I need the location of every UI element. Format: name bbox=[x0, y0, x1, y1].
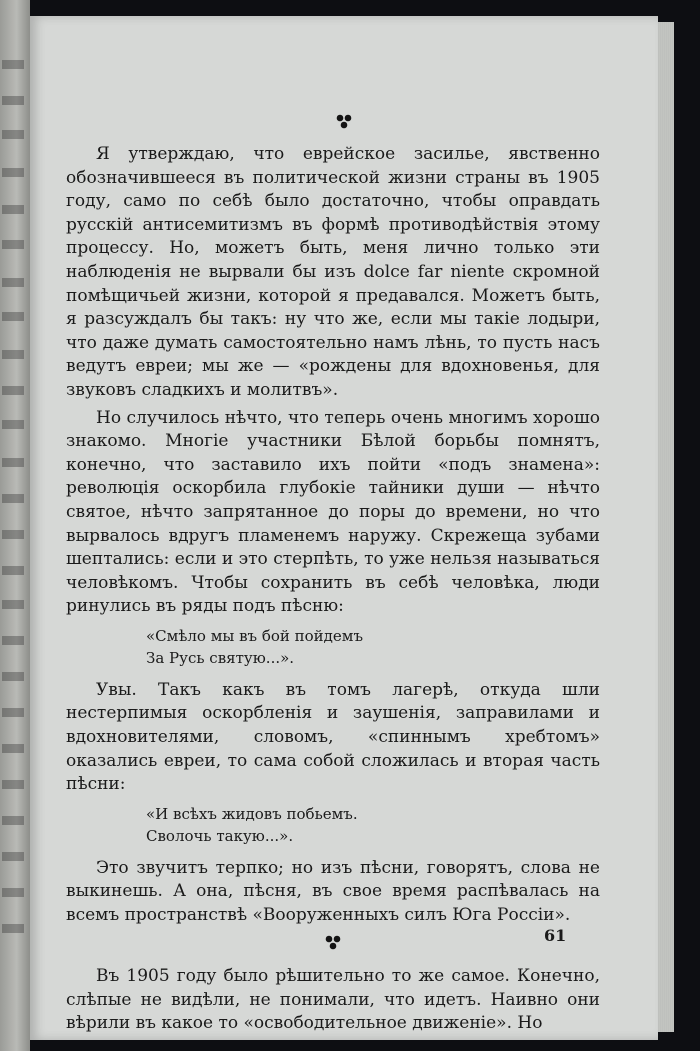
verse-block bbox=[146, 803, 600, 847]
paragraph: Въ 1905 году было рѣшительно то же самое. Конечно, слѣпые не видѣли, не понимали, что идетъ. Наивно они вѣрили въ какое то «освободительное движеніе». Но bbox=[66, 966, 600, 1034]
page-number: 61 bbox=[544, 926, 567, 945]
verse-line: «И всѣхъ жидовъ побьемъ. bbox=[146, 804, 358, 823]
verse-line: За Русь святую...». bbox=[146, 648, 295, 667]
trefoil-ornament-icon bbox=[334, 113, 354, 131]
verse-line: Сволочь такую...». bbox=[146, 826, 294, 845]
page-stack-edge bbox=[658, 22, 674, 1032]
section-ornament-middle bbox=[66, 934, 600, 960]
paragraph: Но случилось нѣчто, что теперь очень многимъ хорошо знакомо. Многіе участники Бѣлой борьбы помнятъ, конечно, что заставило ихъ пойти «подъ знамена»: революція оскорбила глубокіе тайники души — нѣчто святое, нѣчто запрятанное до поры до времени, но что вырвалось вдругъ пламенемъ наружу. Скрежеща зубами шептались: если и это стерпѣть, то уже нельзя называться человѣкомъ. Чтобы сохранить въ себѣ человѣка, люди ринулись въ ряды подъ пѣсню: bbox=[66, 407, 600, 617]
paragraph: Я утверждаю, что еврейское засилье, явственно обозначившееся въ политической жизни страны въ 1905 году, само по себѣ было достаточно, чтобы оправдать русскій антисемитизмъ въ формѣ противодѣйствія этому процессу. Но, можетъ быть, меня лично только эти наблюденія не вырвали бы изъ dolce far niente скромной помѣщичьей жизни, которой я предавался. Можетъ быть, я разсуждалъ бы такъ: ну что же, если мы такіе лодыри, что даже думать самостоятельно намъ лѣнь, то пусть насъ ведутъ евреи; мы же — «рождены для вдохновенья, для звуковъ сладкихъ и молитвъ». bbox=[66, 144, 600, 400]
book-page bbox=[30, 16, 658, 1040]
paragraph: Это звучитъ терпко; но изъ пѣсни, говорятъ, слова не выкинешь. А она, пѣсня, въ свое время распѣвалась на всемъ пространствѣ «Вооруженныхъ силъ Юга Россіи». bbox=[66, 857, 600, 926]
verse-line: «Смѣло мы въ бой пойдемъ bbox=[146, 626, 364, 645]
facing-page-edge bbox=[0, 0, 30, 1051]
trefoil-ornament-icon bbox=[323, 934, 343, 952]
paragraph: Увы. Такъ какъ въ томъ лагерѣ, откуда шли нестерпимыя оскорбленія и заушенія, заправилами и вдохновителями, словомъ, «спиннымъ хребтомъ» оказались евреи, то сама собой сложилась и вторая часть пѣсни: bbox=[66, 679, 600, 795]
section-ornament-top bbox=[334, 113, 354, 134]
verse-block bbox=[146, 625, 600, 669]
page-body bbox=[66, 143, 600, 1036]
